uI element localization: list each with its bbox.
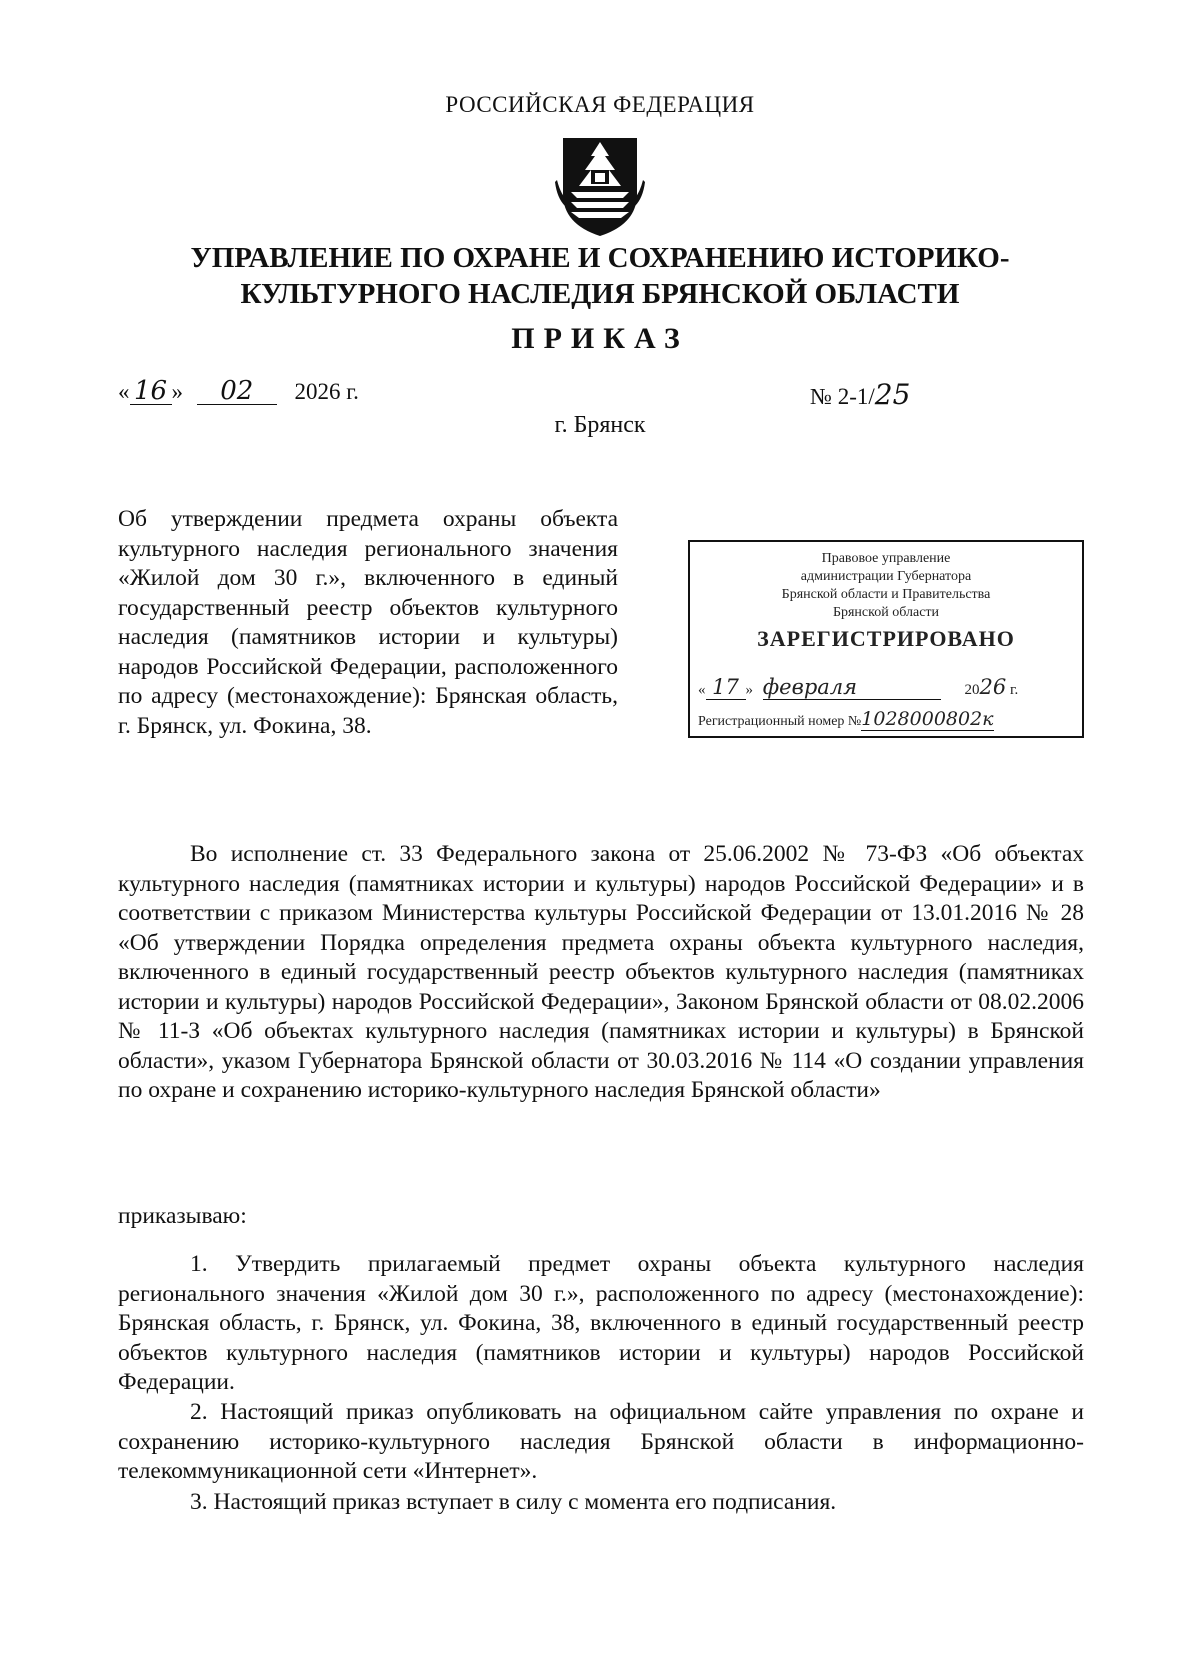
organization-line-1: УПРАВЛЕНИЕ ПО ОХРАНЕ И СОХРАНЕНИЮ ИСТОРИКО- xyxy=(190,242,1010,274)
document-type: ПРИКАЗ xyxy=(511,322,689,355)
item-3: 3. Настоящий приказ вступает в силу с момента его подписания. xyxy=(190,1489,837,1515)
item-1: 1. Утвердить прилагаемый предмет охраны объекта культурного наследия регионального значения «Жилой дом 30 г.», расположенного по адресу (местонахождение): Брянская область, г. Брянск, ул. Фокина, 38, включенного в единый государственный реестр объектов культурного наследия (памятников истории и культуры) народов Российской Федерации. xyxy=(118,1251,1084,1395)
date-quote-close: » xyxy=(171,379,183,404)
stamp-year-prefix: 20 xyxy=(964,682,980,698)
coat-of-arms-icon xyxy=(555,132,645,238)
stamp-number-value: 1028000802к xyxy=(861,708,994,730)
stamp-line-2: администрации Губернатора xyxy=(800,569,972,584)
stamp-line-3: Брянской области и Правительства xyxy=(781,587,991,602)
order-city: г. Брянск xyxy=(554,412,646,438)
organization-line-2: КУЛЬТУРНОГО НАСЛЕДИЯ БРЯНСКОЙ ОБЛАСТИ xyxy=(240,278,960,310)
order-number-prefix: № 2-1/ xyxy=(810,384,875,409)
stamp-date xyxy=(698,675,1078,700)
stamp-day: 17 xyxy=(706,675,746,700)
stamp-year-unit: г. xyxy=(1009,682,1019,698)
preamble-paragraph: Во исполнение ст. 33 Федерального закона от 25.06.2002 № 73-ФЗ «Об объектах культурного наследия (памятниках истории и культуры) народов Российской Федерации» и в соответствии с приказом Министерства культуры Российской Федерации от 13.01.2016 № 28 «Об утверждении Порядка определения предмета охраны объекта культурного наследия, включенного в единый государственный реестр объектов культурного наследия (памятниках истории и культуры) народов Российской Федерации», Законом Брянской области от 08.02.2006 № 11-З «Об объектах культурного наследия (памятниках истории и культуры) в Брянской области», указом Губернатора Брянской области от 30.03.2016 № 114 «О создании управления по охране и сохранению историко-культурного наследия Брянской области» xyxy=(118,841,1084,1103)
country-title: РОССИЙСКАЯ ФЕДЕРАЦИЯ xyxy=(445,92,755,117)
item-2: 2. Настоящий приказ опубликовать на официальном сайте управления по охране и сохранению историко-культурного наследия Брянской области в информационно-телекоммуникационной сети «Интернет». xyxy=(118,1399,1084,1484)
stamp-quote-close: » xyxy=(745,682,753,698)
stamp-registered: ЗАРЕГИСТРИРОВАНО xyxy=(757,626,1015,651)
order-day: 16 xyxy=(130,378,172,405)
order-year: 2026 г. xyxy=(294,379,359,404)
order-number-suffix: 25 xyxy=(874,378,911,411)
order-date xyxy=(118,378,359,405)
stamp-line-1: Правовое управление xyxy=(821,551,951,566)
stamp-number xyxy=(698,708,994,730)
stamp-month: февраля xyxy=(763,675,941,700)
organization-name xyxy=(0,240,1200,312)
order-number xyxy=(810,378,910,411)
stamp-line-4: Брянской области xyxy=(832,605,940,620)
registration-stamp xyxy=(688,540,1084,738)
stamp-year-suffix: 26 xyxy=(979,675,1007,699)
stamp-number-label: Регистрационный номер № xyxy=(698,714,862,729)
date-quote-open: « xyxy=(118,379,130,404)
decree-word: приказываю: xyxy=(118,1203,247,1229)
order-month: 02 xyxy=(197,378,277,405)
order-subject: Об утверждении предмета охраны объекта культурного наследия регионального значения «Жилой дом 30 г.», включенного в единый государственный реестр объектов культурного наследия (памятников истории и культуры) народов Российской Федерации, расположенного по адресу (местонахождение): Брянская область, г. Брянск, ул. Фокина, 38. xyxy=(118,506,618,739)
stamp-quote-open: « xyxy=(698,682,706,698)
